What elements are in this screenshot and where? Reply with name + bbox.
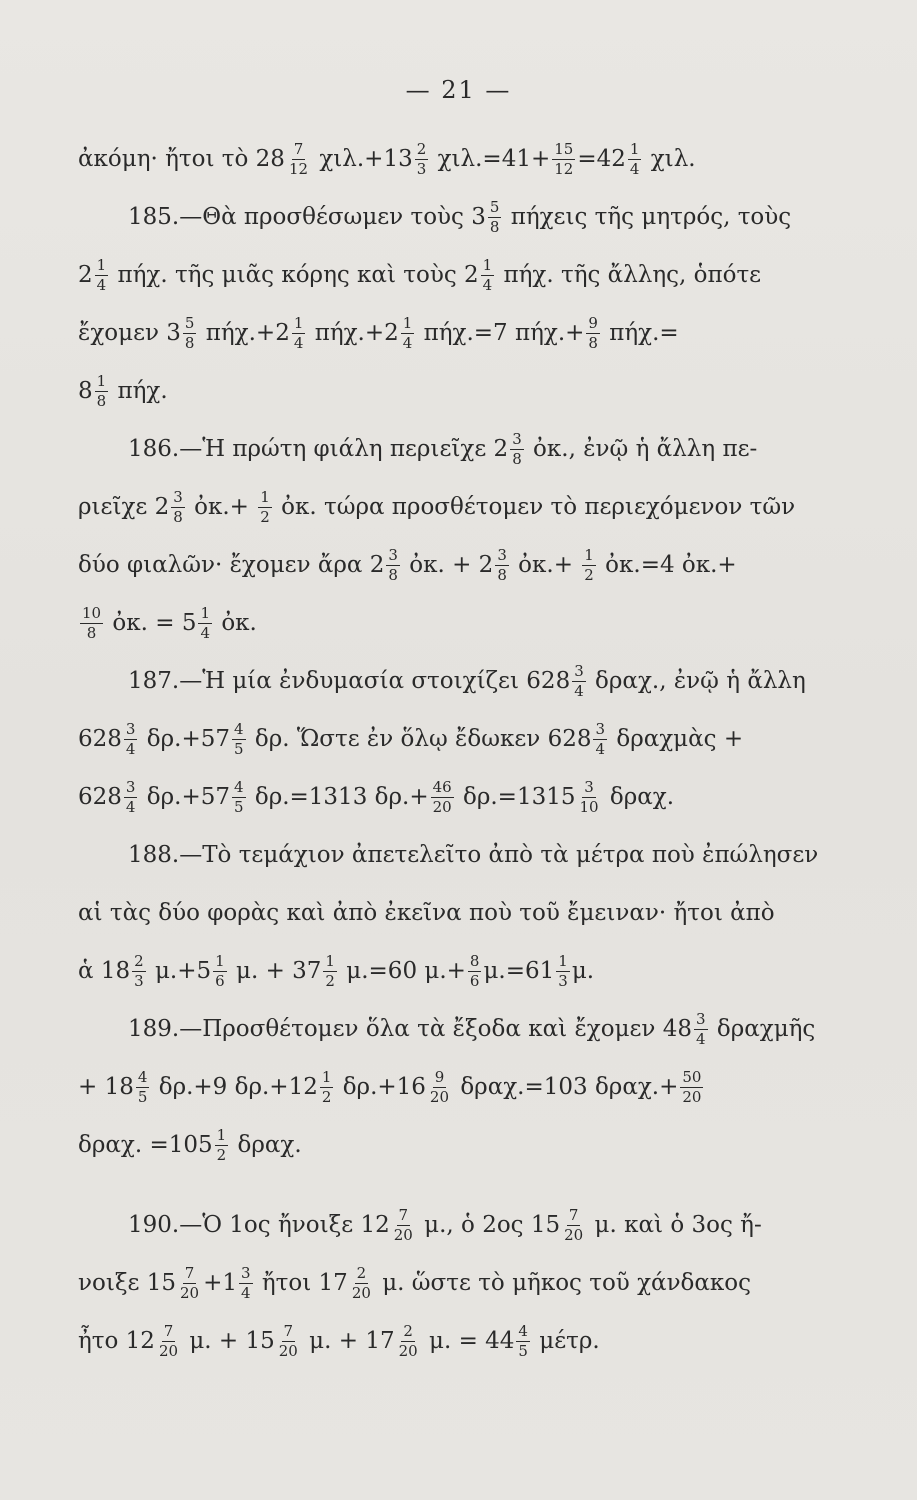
fraction-denominator: 8 [96,391,107,410]
text-line [78,1196,848,1254]
text-segment: δρ.=1315 [455,784,576,810]
fraction-numerator: 3 [574,661,584,680]
fraction-numerator: 3 [497,545,507,564]
fraction [178,1263,201,1302]
text-segment: ὀκ.=4 ὀκ.+ [597,552,737,578]
fraction-numerator: 3 [584,777,594,796]
fraction-numerator: 1 [584,545,594,564]
text-segment: χιλ. [643,146,696,172]
text-line [78,710,848,768]
fraction [694,1009,708,1048]
text-segment: ἦτο 12 [78,1328,155,1354]
fraction-denominator: 4 [629,159,640,178]
fraction-numerator: 5 [184,313,195,332]
text-segment: ὀκ., ἐνῷ ἡ ἄλλη πε- [525,436,758,462]
fraction-numerator: 10 [82,603,102,622]
fraction [577,777,600,816]
fraction-numerator: 1 [216,1125,227,1144]
fraction-denominator: 2 [216,1145,227,1164]
fraction-numerator: 3 [595,719,606,738]
fraction-numerator: 1 [215,951,225,970]
fraction [258,487,272,526]
text-segment: ὀκ. [214,610,257,636]
text-segment: χιλ.=41+ [430,146,551,172]
text-line [78,1116,848,1174]
text-segment: χιλ.+13 [312,146,413,172]
text-segment: νοιξε 15 [78,1270,177,1296]
text-segment: δραχ. [602,784,675,810]
fraction-numerator: 4 [518,1321,528,1340]
fraction-numerator: 3 [696,1009,706,1028]
fraction-numerator: 2 [134,951,144,970]
fraction [495,545,509,584]
text-segment: πήχ.= [601,320,679,346]
fraction-denominator: 20 [564,1225,584,1244]
fraction-numerator: 1 [325,951,335,970]
fraction-numerator: 3 [125,719,136,738]
fraction [397,1321,420,1360]
fraction-denominator: 20 [398,1341,418,1360]
text-segment: 8 [78,378,93,404]
text-segment: +1 [203,1270,238,1296]
text-segment: δραχμῆς [709,1016,816,1042]
text-segment: ὀκ.+ [510,552,581,578]
text-line [78,130,848,188]
text-segment: ὀκ. = 5 [105,610,197,636]
fraction [562,1205,585,1244]
fraction-denominator: 5 [233,739,244,758]
text-line [78,594,848,652]
text-segment: μ., ὁ 2ος 15 [416,1212,561,1238]
text-line [78,942,848,1000]
fraction-numerator: 1 [321,1067,332,1086]
fraction-numerator: 3 [173,487,183,506]
text-segment: πήχεις τῆς μητρός, τοὺς [503,204,792,230]
fraction-denominator: 2 [321,1087,332,1106]
text-segment: ἔχομεν 3 [78,320,181,346]
fraction-denominator: 8 [184,333,195,352]
text-line [78,304,848,362]
fraction [586,313,600,352]
text-segment: =42 [577,146,626,172]
fraction-numerator: 2 [403,1321,413,1340]
text-segment: δραχμὰς + [609,726,744,752]
fraction [213,951,227,990]
fraction-numerator: 9 [588,313,598,332]
text-line [78,768,848,826]
text-segment: δρ.+57 [139,784,230,810]
fraction-numerator: 5 [489,197,500,216]
fraction-denominator: 8 [173,507,183,526]
fraction-denominator: 5 [137,1087,148,1106]
fraction-denominator: 5 [233,797,244,816]
fraction [215,1125,229,1164]
text-segment: ὀκ.+ [186,494,257,520]
fraction-numerator: 7 [398,1205,409,1224]
fraction [415,139,429,178]
text-segment: δρ. Ὥστε ἐν ὅλῳ ἔδωκεν 628 [247,726,592,752]
fraction [516,1321,530,1360]
text-segment: μ. = 44 [421,1328,515,1354]
fraction-denominator: 12 [288,159,309,178]
fraction [680,1067,703,1106]
text-segment: μ. + 15 [182,1328,275,1354]
fraction [136,1067,150,1106]
fraction-denominator: 4 [402,333,413,352]
fraction-denominator: 8 [86,623,97,642]
fraction-denominator: 4 [696,1029,706,1048]
fraction [510,429,524,468]
fraction [431,777,454,816]
fraction-denominator: 20 [351,1283,371,1302]
fraction [552,139,575,178]
page-number: — 21 — [405,76,512,104]
text-segment: πήχ. τῆς ἄλλης, ὁπότε [496,262,762,288]
text-segment: μ. + 37 [228,958,322,984]
fraction-denominator: 20 [158,1341,179,1360]
text-segment: μέτρ. [531,1328,600,1354]
text-segment: ἁ 18 [78,958,131,984]
text-segment: μ. καὶ ὁ 3ος ἤ- [587,1212,762,1238]
fraction-numerator: 1 [96,255,107,274]
text-line [78,420,848,478]
fraction [198,603,212,642]
fraction-denominator: 3 [134,971,144,990]
fraction-denominator: 4 [241,1283,251,1302]
text-segment: πήχ.=7 πήχ.+ [416,320,585,346]
fraction-numerator: 50 [682,1067,702,1086]
fraction-numerator: 46 [432,777,452,796]
fraction [401,313,415,352]
text-line [78,652,848,710]
fraction-denominator: 10 [579,797,599,816]
fraction-denominator: 4 [293,333,304,352]
fraction-denominator: 2 [325,971,335,990]
fraction-numerator: 1 [96,371,107,390]
fraction-numerator: 4 [233,777,244,796]
fraction [468,951,482,990]
text-segment: ὀκ. + 2 [401,552,494,578]
fraction [95,255,109,294]
text-segment: 187.—Ἡ μία ἐνδυμασία στοιχίζει 628 [128,668,571,694]
fraction-denominator: 8 [588,333,598,352]
fraction [171,487,185,526]
fraction [124,719,138,758]
text-segment: ὀκ. τώρα προσθέτομεν τὸ περιεχόμενον τῶν [273,494,796,520]
text-segment: μ. + 17 [301,1328,395,1354]
text-segment: δρ.+57 [139,726,230,752]
fraction [232,777,246,816]
text-line [78,1254,848,1312]
text-line [78,1000,848,1058]
fraction-numerator: 3 [125,777,136,796]
text-line [78,1058,848,1116]
fraction [488,197,502,236]
fraction [157,1321,180,1360]
text-segment: δραχ., ἐνῷ ἡ ἄλλη [587,668,806,694]
text-segment: δρ.=1313 δρ.+ [247,784,429,810]
fraction-numerator: 1 [558,951,568,970]
text-segment: πήχ. τῆς μιᾶς κόρης καὶ τοὺς 2 [110,262,479,288]
fraction [323,951,337,990]
fraction-numerator: 7 [283,1321,294,1340]
fraction-numerator: 7 [184,1263,195,1282]
fraction-denominator: 4 [125,797,136,816]
fraction-numerator: 7 [163,1321,174,1340]
fraction-denominator: 12 [554,159,574,178]
fraction [481,255,495,294]
fraction [232,719,246,758]
text-body [78,130,848,1370]
fraction-denominator: 4 [574,681,584,700]
text-segment: 628 [78,784,122,810]
text-segment: δύο φιαλῶν· ἔχομεν ἄρα 2 [78,552,385,578]
fraction [320,1067,334,1106]
fraction-numerator: 1 [200,603,211,622]
fraction-numerator: 9 [434,1067,445,1086]
fraction [95,371,109,410]
fraction [292,313,306,352]
fraction-numerator: 1 [402,313,413,332]
text-segment: 2 [78,262,93,288]
fraction-denominator: 20 [432,797,452,816]
fraction [183,313,197,352]
text-segment: πήχ.+2 [307,320,399,346]
fraction-numerator: 4 [137,1067,148,1086]
text-line [78,536,848,594]
fraction-numerator: 2 [356,1263,367,1282]
text-segment: 188.—Τὸ τεμάχιον ἀπετελεῖτο ἀπὸ τὰ μέτρα ποὺ ἐπώλησεν [128,842,819,868]
fraction-denominator: 3 [558,971,568,990]
text-segment: πήχ.+2 [198,320,290,346]
text-segment: αἱ τὰς δύο φορὰς καὶ ἀπὸ ἐκεῖνα ποὺ τοῦ ἔμειναν· ἤτοι ἀπὸ [78,900,775,926]
fraction-numerator: 3 [388,545,398,564]
fraction-denominator: 20 [393,1225,413,1244]
fraction-numerator: 3 [241,1263,251,1282]
fraction-numerator: 1 [260,487,270,506]
fraction-numerator: 7 [568,1205,579,1224]
text-segment: 185.—Θὰ προσθέσωμεν τοὺς 3 [128,204,486,230]
fraction-denominator: 3 [416,159,427,178]
fraction [239,1263,253,1302]
text-segment: μ.=60 μ.+ [338,958,466,984]
fraction-denominator: 8 [489,217,500,236]
text-line [78,1312,848,1370]
fraction-denominator: 2 [260,507,270,526]
text-segment: δρ.+9 δρ.+12 [151,1074,318,1100]
fraction-denominator: 2 [584,565,594,584]
text-segment: 190.—Ὁ 1ος ἤνοιξε 12 [128,1212,390,1238]
text-line [78,188,848,246]
fraction-denominator: 4 [125,739,136,758]
fraction-denominator: 4 [96,275,107,294]
text-segment: 628 [78,726,122,752]
fraction-denominator: 6 [215,971,225,990]
text-segment: 189.—Προσθέτομεν ὅλα τὰ ἔξοδα καὶ ἔχομεν 48 [128,1016,692,1042]
fraction-denominator: 20 [429,1087,450,1106]
fraction-denominator: 8 [512,449,522,468]
fraction-numerator: 3 [512,429,522,448]
fraction [582,545,596,584]
text-line [78,478,848,536]
text-segment: δραχ.=103 δραχ.+ [453,1074,679,1100]
text-segment: μ.+5 [147,958,212,984]
text-segment: πήχ. [110,378,168,404]
fraction-denominator: 6 [469,971,480,990]
fraction [392,1205,415,1244]
fraction [277,1321,300,1360]
fraction [350,1263,373,1302]
fraction-numerator: 2 [416,139,427,158]
paragraph-gap [78,1174,848,1196]
fraction-numerator: 1 [482,255,493,274]
fraction-denominator: 8 [497,565,507,584]
text-line [78,826,848,884]
fraction-numerator: 8 [469,951,480,970]
text-segment: 186.—Ἡ πρώτη φιάλη περιεῖχε 2 [128,436,509,462]
text-segment: δρ.+16 [335,1074,426,1100]
fraction-denominator: 4 [595,739,606,758]
text-line [78,362,848,420]
fraction [593,719,607,758]
text-segment: ἀκόμη· ἤτοι τὸ 28 [78,146,285,172]
text-line [78,246,848,304]
fraction-numerator: 1 [629,139,640,158]
text-segment: μ. [571,958,595,984]
text-segment: ἤτοι 17 [254,1270,348,1296]
text-segment: ριεῖχε 2 [78,494,170,520]
fraction-denominator: 20 [682,1087,702,1106]
fraction-denominator: 8 [388,565,398,584]
fraction [628,139,642,178]
text-segment: μ.=61 [483,958,555,984]
fraction [124,777,138,816]
fraction-numerator: 7 [293,139,304,158]
fraction [287,139,310,178]
text-segment: μ. ὥστε τὸ μῆκος τοῦ χάνδακος [374,1270,752,1296]
fraction-denominator: 4 [200,623,211,642]
fraction [386,545,400,584]
text-segment: δραχ. [230,1132,302,1158]
text-segment: + 18 [78,1074,134,1100]
fraction [556,951,570,990]
fraction-denominator: 20 [278,1341,298,1360]
fraction [572,661,586,700]
fraction-numerator: 15 [554,139,574,158]
fraction-numerator: 1 [293,313,304,332]
fraction-numerator: 4 [233,719,244,738]
fraction-denominator: 5 [518,1341,528,1360]
fraction [132,951,146,990]
text-segment: δραχ. =105 [78,1132,213,1158]
fraction [428,1067,451,1106]
fraction-denominator: 4 [482,275,493,294]
fraction-denominator: 20 [180,1283,200,1302]
fraction [80,603,103,642]
text-line [78,884,848,942]
